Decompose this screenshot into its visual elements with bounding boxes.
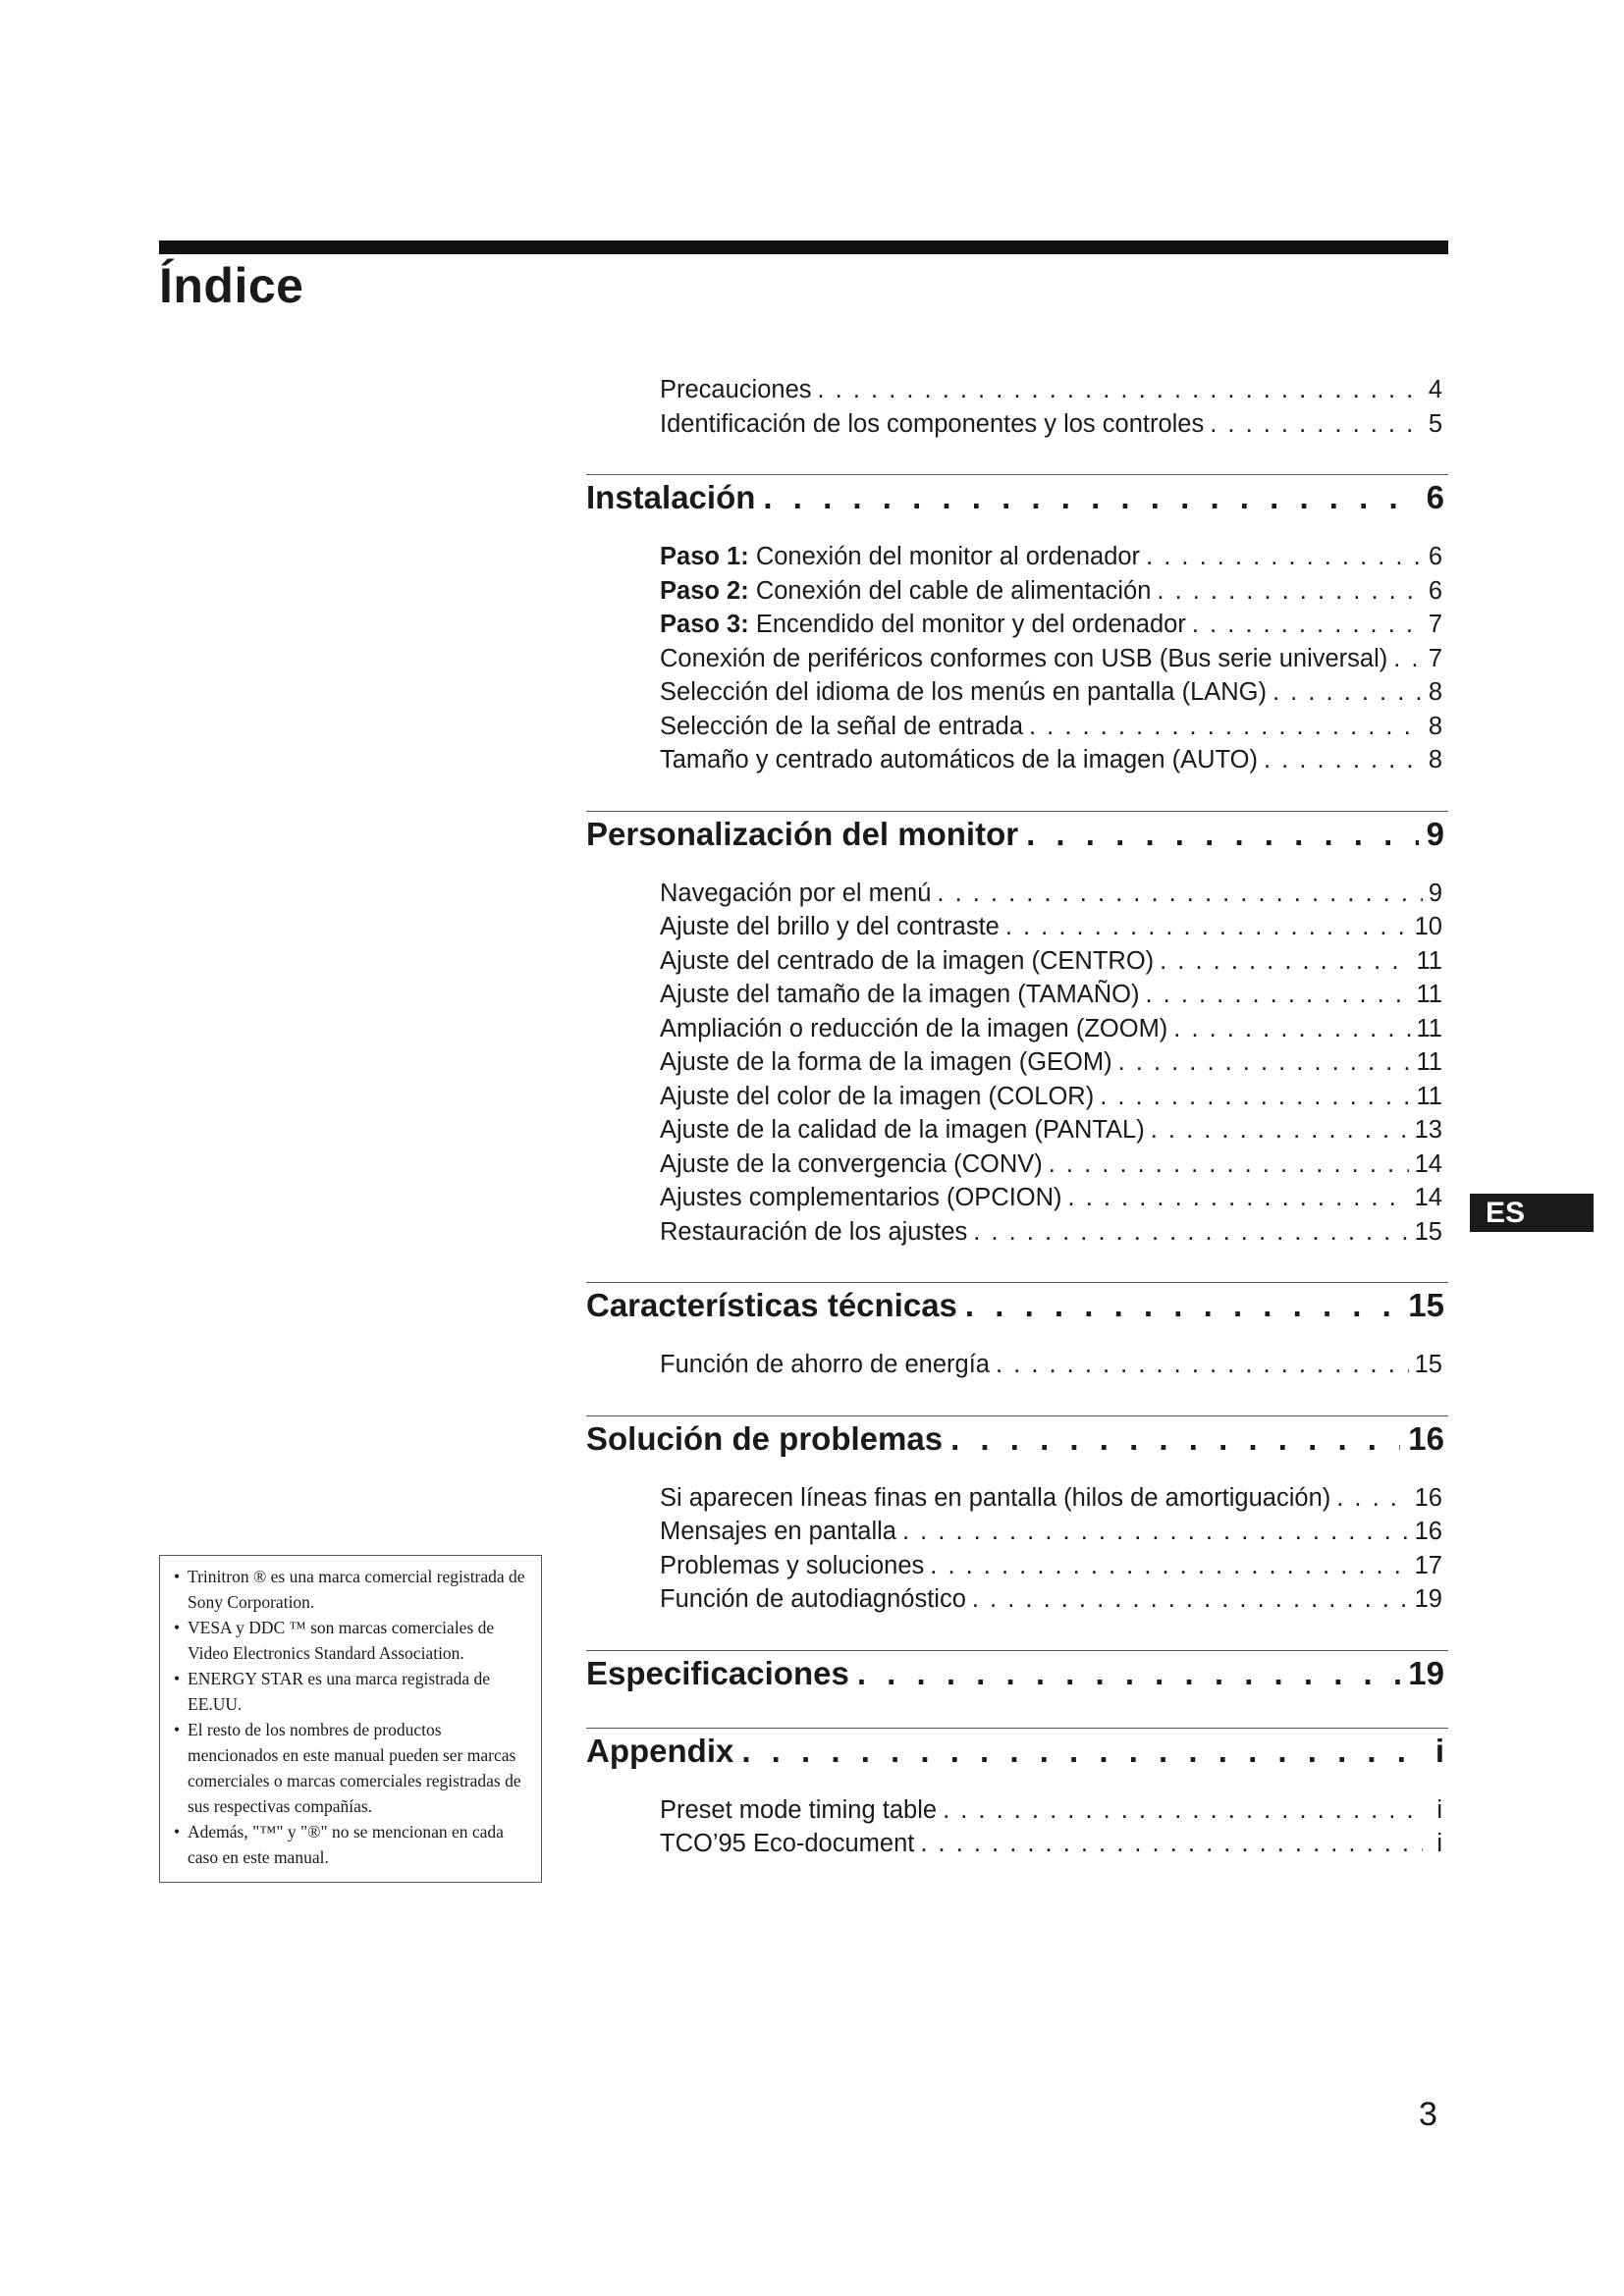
dot-leader [1192, 608, 1423, 642]
dot-leader [1100, 1080, 1410, 1114]
toc-entry[interactable] [586, 1045, 1448, 1080]
entry-page: 5 [1428, 409, 1442, 438]
dot-leader [937, 877, 1422, 911]
top-rule [159, 240, 1448, 254]
section-title: Especificaciones [586, 1654, 849, 1691]
section-page: 19 [1408, 1654, 1444, 1691]
entry-label: Función de autodiagnóstico [660, 1585, 966, 1613]
dot-leader [920, 1827, 1423, 1861]
toc-entry[interactable] [586, 1827, 1448, 1861]
entry-page: i [1436, 1795, 1442, 1824]
section-page: 9 [1426, 815, 1444, 852]
section-page: 6 [1426, 479, 1444, 515]
dot-leader [973, 1215, 1408, 1250]
dot-leader [1049, 1148, 1409, 1182]
section-page: 16 [1408, 1419, 1444, 1457]
section-heading-instalacion[interactable] [586, 474, 1448, 518]
entry-label: Navegación por el menú [660, 879, 932, 907]
dot-leader [1005, 910, 1409, 944]
toc-entry[interactable] [586, 373, 1448, 407]
step-label: Paso 2: [660, 576, 749, 605]
entry-label: Ajuste del brillo y del contraste [660, 913, 1000, 940]
entry-label: Ajuste del tamaño de la imagen (TAMAÑO) [660, 981, 1140, 1008]
note-item [174, 1564, 529, 1615]
dot-leader [1264, 743, 1423, 777]
section-heading-appendix[interactable] [586, 1728, 1448, 1772]
note-item [174, 1717, 529, 1819]
page-number: 3 [1419, 2096, 1437, 2133]
entry-label: Conexión de periféricos conformes con USB (Bus serie universal) [660, 644, 1388, 672]
entry-label: Problemas y soluciones [660, 1551, 925, 1579]
entry-page: 15 [1414, 1351, 1442, 1378]
dot-leader [1157, 574, 1422, 609]
entry-page: 16 [1414, 1518, 1442, 1545]
entry-page: 11 [1416, 1014, 1442, 1042]
dot-leader [818, 373, 1423, 407]
entry-label: Conexión del cable de alimentación [755, 576, 1152, 605]
dot-leader [1210, 407, 1423, 442]
intro-entries [586, 373, 1448, 441]
toc-entry[interactable] [586, 1515, 1448, 1549]
note-text: ENERGY STAR es una marca registrada de EE.UU. [188, 1669, 490, 1714]
entry-label: Ajustes complementarios (OPCION) [660, 1184, 1062, 1211]
step-label: Paso 3: [660, 611, 749, 638]
section-heading-caracteristicas[interactable] [586, 1282, 1448, 1326]
toc-entry[interactable] [586, 1549, 1448, 1583]
entry-page: 14 [1414, 1184, 1442, 1211]
toc-entry[interactable] [586, 1012, 1448, 1046]
entry-page: 16 [1414, 1483, 1442, 1512]
section-heading-solucion[interactable] [586, 1415, 1448, 1460]
toc-entry[interactable] [586, 540, 1448, 574]
section-title: Características técnicas [586, 1287, 957, 1323]
dot-leader [902, 1515, 1409, 1549]
entry-page: 11 [1416, 1048, 1442, 1076]
entry-label: Selección de la señal de entrada [660, 712, 1024, 740]
dot-leader [1336, 1481, 1408, 1516]
bullet-icon: • [174, 1618, 181, 1637]
section-title: Personalización del monitor [586, 815, 1019, 852]
dot-leader [1146, 540, 1423, 574]
entry-label: Tamaño y centrado automáticos de la imagen (AUTO) [660, 746, 1258, 774]
toc-entry[interactable] [586, 1582, 1448, 1617]
step-label: Paso 1: [660, 543, 749, 570]
toc-entry[interactable] [586, 1215, 1448, 1250]
entry-page: 11 [1416, 1082, 1442, 1110]
note-text: El resto de los nombres de productos mencionados en este manual pueden ser marcas comerciales o marcas comerciales registradas de sus respectivas compañías. [188, 1720, 521, 1816]
entry-label: Si aparecen líneas finas en pantalla (hilos de amortiguación) [660, 1483, 1331, 1512]
bullet-icon: • [174, 1822, 181, 1842]
dot-leader [1393, 642, 1423, 676]
dot-leader [763, 477, 1418, 518]
language-tab[interactable]: ES [1470, 1194, 1594, 1232]
dot-leader [1160, 944, 1410, 979]
dot-leader [1151, 1113, 1409, 1148]
entry-label: Función de ahorro de energía [660, 1351, 990, 1378]
dot-leader [1173, 1012, 1410, 1046]
entry-page: 11 [1416, 946, 1442, 975]
toc-entry[interactable] [586, 608, 1448, 642]
entry-page: 7 [1428, 611, 1442, 638]
section-page: 15 [1408, 1287, 1444, 1323]
section-title: Appendix [586, 1732, 734, 1769]
dot-leader [972, 1582, 1409, 1617]
section-title: Instalación [586, 479, 756, 515]
entry-label: Encendido del monitor y del ordenador [755, 611, 1186, 638]
dot-leader [965, 1285, 1400, 1326]
entry-page: 13 [1414, 1116, 1442, 1144]
dot-leader [741, 1731, 1427, 1772]
entry-label: Ampliación o reducción de la imagen (ZOOM) [660, 1014, 1168, 1042]
dot-leader [1026, 814, 1419, 855]
toc-entry[interactable] [586, 877, 1448, 911]
section-title: Solución de problemas [586, 1419, 944, 1457]
toc-entry[interactable] [586, 1113, 1448, 1148]
note-text: VESA y DDC ™ son marcas comerciales de Video Electronics Standard Association. [188, 1618, 495, 1663]
entry-page: 8 [1428, 712, 1442, 740]
toc-entry[interactable] [586, 1080, 1448, 1114]
entry-label: Ajuste de la forma de la imagen (GEOM) [660, 1048, 1112, 1076]
toc-entry[interactable] [586, 710, 1448, 744]
entry-label: Ajuste del color de la imagen (COLOR) [660, 1082, 1095, 1110]
entry-page: 8 [1428, 678, 1442, 706]
entry-page: 9 [1428, 879, 1442, 907]
toc-entry[interactable] [586, 574, 1448, 609]
toc-entry[interactable] [586, 944, 1448, 979]
entry-page: 6 [1428, 576, 1442, 605]
entry-label: Mensajes en pantalla [660, 1518, 896, 1545]
dot-leader [950, 1418, 1400, 1460]
entry-page: 14 [1414, 1149, 1442, 1178]
note-text: Trinitron ® es una marca comercial registrada de Sony Corporation. [188, 1567, 525, 1612]
section-heading-personalizacion[interactable] [586, 811, 1448, 855]
toc-entry[interactable] [586, 1181, 1448, 1215]
dot-leader [1068, 1181, 1409, 1215]
entry-page: 15 [1414, 1217, 1442, 1246]
dot-leader [1145, 978, 1410, 1012]
bullet-icon: • [174, 1669, 181, 1688]
entry-label: TCO’95 Eco-document [660, 1830, 915, 1857]
dot-leader [943, 1793, 1423, 1828]
dot-leader [996, 1348, 1409, 1382]
table-of-contents [586, 373, 1448, 1861]
dot-leader [857, 1653, 1400, 1694]
note-text: Además, "™" y "®" no se mencionan en cada caso en este manual. [188, 1822, 504, 1867]
section-page: i [1435, 1732, 1444, 1769]
entry-page: 10 [1414, 913, 1442, 940]
toc-entry[interactable] [586, 642, 1448, 676]
toc-entry[interactable] [586, 1793, 1448, 1828]
entry-label: Selección del idioma de los menús en pantalla (LANG) [660, 678, 1268, 706]
dot-leader [1272, 675, 1423, 710]
entry-label: Preset mode timing table [660, 1795, 938, 1824]
entry-page: 8 [1428, 746, 1442, 774]
toc-entry[interactable] [586, 910, 1448, 944]
entry-page: 7 [1428, 644, 1442, 672]
toc-entry[interactable] [586, 675, 1448, 710]
note-item [174, 1819, 529, 1870]
entry-page: 19 [1414, 1585, 1442, 1613]
section-heading-especificaciones[interactable] [586, 1650, 1448, 1694]
entry-page: 6 [1428, 543, 1442, 570]
toc-entry[interactable] [586, 1481, 1448, 1516]
dot-leader [1029, 710, 1423, 744]
entry-page: i [1436, 1830, 1442, 1857]
entry-label: Identificación de los componentes y los controles [660, 409, 1205, 438]
bullet-icon: • [174, 1567, 181, 1586]
entry-label: Restauración de los ajustes [660, 1217, 968, 1246]
toc-entry[interactable] [586, 1148, 1448, 1182]
entry-label: Ajuste del centrado de la imagen (CENTRO) [660, 946, 1155, 975]
bullet-icon: • [174, 1720, 181, 1739]
entry-label: Conexión del monitor al ordenador [755, 543, 1141, 570]
entry-label: Ajuste de la convergencia (CONV) [660, 1149, 1043, 1178]
page-title: Índice [159, 258, 304, 313]
note-item [174, 1615, 529, 1666]
toc-entry[interactable] [586, 407, 1448, 442]
entry-label: Precauciones [660, 376, 812, 403]
dot-leader [1118, 1045, 1411, 1080]
entry-page: 11 [1416, 981, 1442, 1008]
entry-page: 17 [1414, 1551, 1442, 1579]
note-item [174, 1666, 529, 1717]
toc-entry[interactable] [586, 1348, 1448, 1382]
toc-entry[interactable] [586, 978, 1448, 1012]
dot-leader [930, 1549, 1408, 1583]
entry-label: Ajuste de la calidad de la imagen (PANTAL) [660, 1116, 1145, 1144]
toc-entry[interactable] [586, 743, 1448, 777]
trademark-notes [159, 1555, 542, 1883]
entry-page: 4 [1428, 376, 1442, 403]
